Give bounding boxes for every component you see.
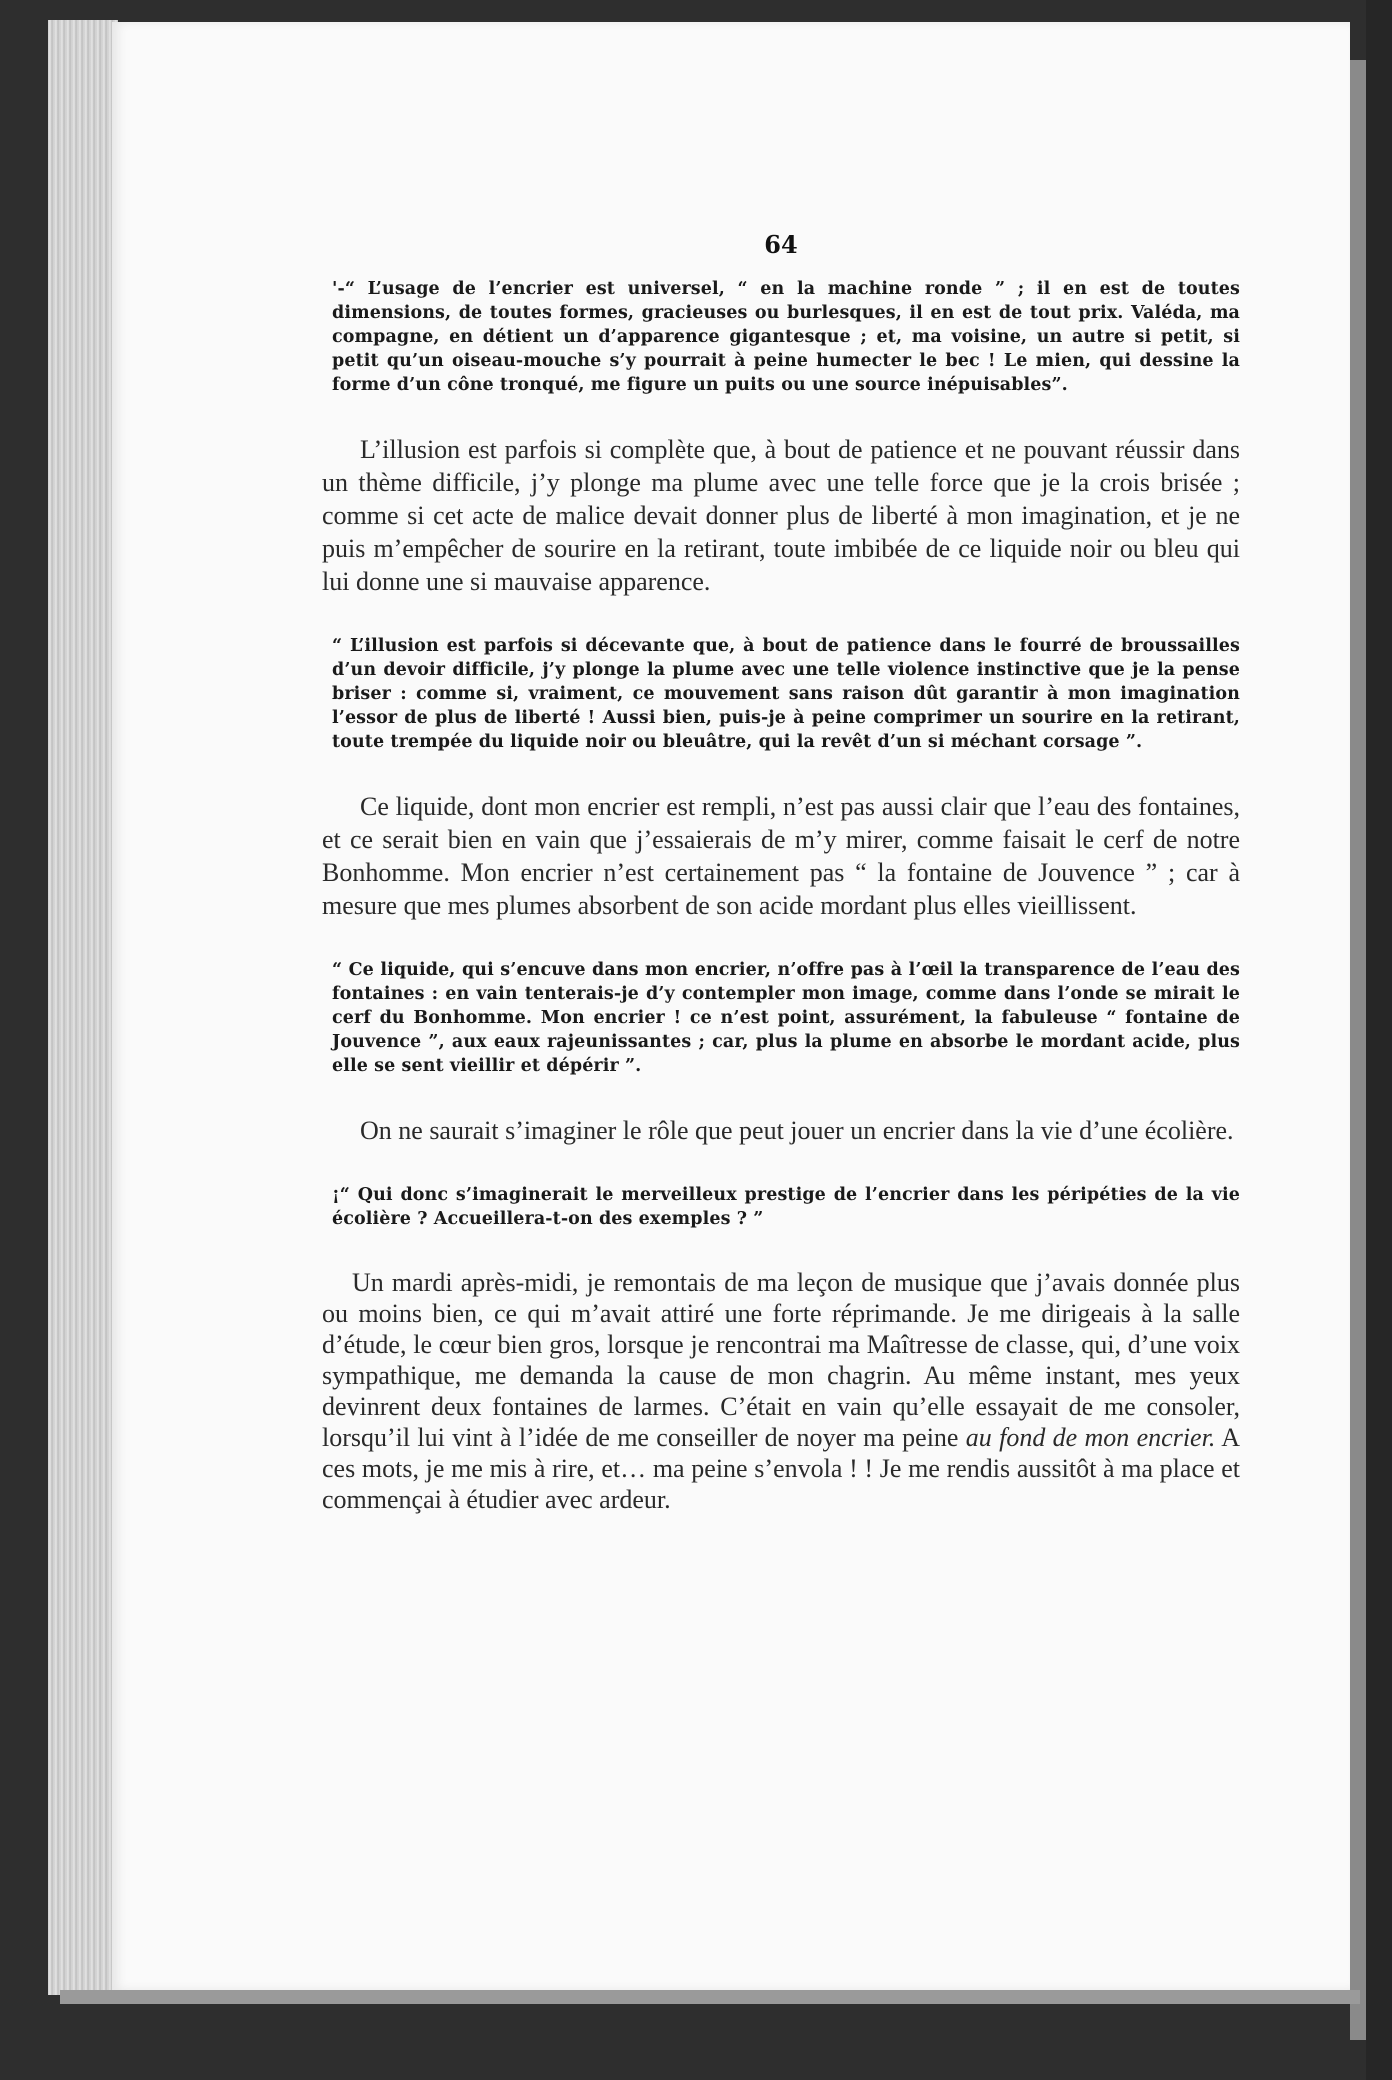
right-page-shadow — [1350, 60, 1366, 2040]
page-bottom-edge — [60, 1990, 1360, 2004]
body-paragraph: L’illusion est parfois si complète que, à bout de patience et ne pouvant réussir dans un thème difficile, j’y plonge ma plume avec une telle force que je la crois brisée ; comme si cet acte de malice devait donner plus de liberté à mon imagination, et je ne puis m’empêcher de sourire en la retirant, toute imbibée de ce liquide noir ou bleu qui lui donne une si mauvaise apparence. — [322, 435, 1240, 596]
page-stack-edge — [48, 20, 118, 1995]
final-text-end: A ces mots, je me mis à rire, et… ma peine s’envola ! ! Je me rendis aussitôt à ma place et commençai à étudier avec ardeur. — [322, 1423, 1241, 1514]
quote-paragraph: '-“ L’usage de l’encrier est universel, “ en la machine ronde ” ; il en est de toutes dimensions, de toutes formes, gracieuses ou burlesques, il en est de tout prix. Valéda, ma compagne, en détient un d’apparence gigantesque ; et, ma voisine, un autre si petit, si petit qu’un oiseau-mouche s’y pourrait à peine humecter le bec ! Le mien, qui dessine la forme d’un cône tronqué, me figure un puits ou une source inépuisables”. — [332, 279, 1240, 395]
body-paragraph: Ce liquide, dont mon encrier est rempli, n’est pas aussi clair que l’eau des fontaines, et ce serait bien en vain que j’essaierais de m’y mirer, comme faisait le cerf de notre Bonhomme. Mon encrier n’est certainement pas “ la fontaine de Jouvence ” ; car à mesure que mes plumes absorbent de son acide mordant plus elles vieillissent. — [322, 792, 1240, 920]
page-number: 64 — [764, 230, 798, 259]
quote-paragraph: “ Ce liquide, qui s’encuve dans mon encrier, n’offre pas à l’œil la transparence de l’eau des fontaines : en vain tenterais-je d’y contempler mon image, comme dans l’onde se mirait le cerf du Bonhomme. Mon encrier ! ce n’est point, assurément, la fabuleuse “ fontaine de Jouvence ”, aux eaux rajeunissantes ; car, plus la plume en absorbe le mordant acide, plus elle se sent vieillir et dépérir ”. — [332, 960, 1240, 1076]
final-text-italic: au fond de mon encrier. — [965, 1423, 1216, 1452]
final-body-paragraph — [322, 1267, 1240, 1515]
scan-border-right — [1366, 0, 1392, 2080]
body-paragraph: On ne saurait s’imaginer le rôle que peut jouer un encrier dans la vie d’une écolière. — [360, 1116, 1234, 1145]
page-content — [322, 230, 1240, 1551]
quote-paragraph: ¡“ Qui donc s’imaginerait le merveilleux prestige de l’encrier dans les péripéties de la vie écolière ? Accueillera-t-on des exemples ? ” — [332, 1185, 1240, 1229]
final-text-start: Un mardi après-midi, je remontais de ma leçon de musique que j’avais donnée plus ou moins bien, ce qui m’avait attiré une forte réprimande. Je me dirigeais à la salle d’étude, le cœur bien gros, lorsque je rencontrai ma Maîtresse de classe, qui, d’une voix sympathique, me demanda la cause de mon chagrin. Au même instant, mes yeux devinrent deux fontaines de larmes. C’était en vain qu’elle essayait de me consoler, lorsqu’il lui vint à l’idée de me conseiller de noyer ma peine — [322, 1268, 1240, 1452]
quote-paragraph: “ L’illusion est parfois si décevante que, à bout de patience dans le fourré de broussailles d’un devoir difficile, j’y plonge la plume avec une telle violence instinctive que je la pense briser : comme si, vraiment, ce mouvement sans raison dût garantir à mon imagination l’essor de plus de liberté ! Aussi bien, puis-je à peine comprimer un sourire en la retirant, toute trempée du liquide noir ou bleuâtre, qui la revêt d’un si méchant corsage ”. — [332, 636, 1240, 752]
